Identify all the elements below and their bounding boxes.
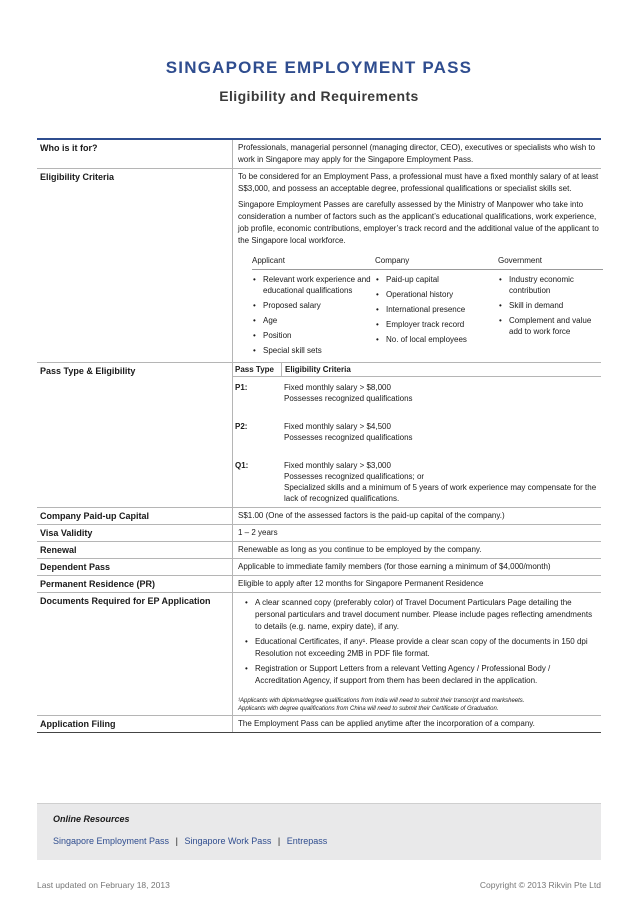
row-value-dependent: Applicable to immediate family members (for those earning a minimum of $4,000/month) bbox=[238, 562, 551, 571]
row-value-who: Professionals, managerial personnel (managing director, CEO), executives or specialists who wish to work in Singapore may apply for the Singapore Employment Pass. bbox=[238, 143, 596, 164]
row-value-documents bbox=[233, 593, 601, 715]
online-resources-title: Online Resources bbox=[53, 814, 130, 824]
row-label-dependent: Dependent Pass bbox=[37, 559, 233, 575]
row-eligibility bbox=[37, 169, 601, 363]
row-filing bbox=[37, 716, 601, 733]
footnote-line: ¹Applicants with diploma/degree qualifications from India will need to submit their transcript and marksheets. bbox=[238, 698, 525, 704]
list-item: • A clear scanned copy (preferably color) of Travel Document Particulars Page detailing the personal particulars and travel document number. Please include pages reflecting amendments to details (e.g. name, expiry date), if any. bbox=[244, 597, 597, 633]
row-visa bbox=[37, 525, 601, 542]
last-updated: Last updated on February 18, 2013 bbox=[37, 880, 170, 890]
list-item: • Educational Certificates, if any¹. Please provide a clear scan copy of the documents in 150 dpi Resolution not exceeding 2MB in PDF file format. bbox=[244, 636, 597, 660]
documents-footnote bbox=[238, 697, 597, 713]
criteria-column-header: Eligibility Criteria bbox=[281, 363, 601, 376]
row-label-visa: Visa Validity bbox=[37, 525, 233, 541]
row-pr bbox=[37, 576, 601, 593]
factor-column-heading: Company bbox=[375, 255, 498, 270]
factor-columns bbox=[238, 255, 603, 360]
online-resources-links bbox=[53, 836, 327, 846]
list-item: • Relevant work experience and educational qualifications bbox=[252, 274, 375, 296]
row-label-who: Who is it for? bbox=[37, 140, 233, 168]
pass-criterion: Possesses recognized qualifications; or bbox=[284, 472, 425, 481]
row-dependent bbox=[37, 559, 601, 576]
footnote-line: Applicants with degree qualifications from China will need to submit their Certificate of Graduation. bbox=[238, 706, 499, 712]
row-pass-type bbox=[37, 363, 601, 508]
pass-row-p1 bbox=[233, 377, 601, 416]
list-item: • No. of local employees bbox=[375, 334, 498, 345]
pass-type-code: P1: bbox=[235, 383, 248, 392]
pass-criterion: Fixed monthly salary > $4,500 bbox=[284, 422, 391, 431]
list-item: • Skill in demand bbox=[498, 300, 603, 311]
row-value-capital: S$1.00 (One of the assessed factors is the paid-up capital of the company.) bbox=[238, 511, 505, 520]
list-item: • International presence bbox=[375, 304, 498, 315]
list-item: • Proposed salary bbox=[252, 300, 375, 311]
pass-type-code: Q1: bbox=[235, 461, 249, 470]
factor-column-company bbox=[375, 255, 498, 360]
row-value-eligibility bbox=[233, 169, 607, 362]
factor-column-heading: Government bbox=[498, 255, 603, 270]
list-item: • Operational history bbox=[375, 289, 498, 300]
row-label-pass-type: Pass Type & Eligibility bbox=[37, 363, 233, 507]
row-renewal bbox=[37, 542, 601, 559]
list-item: • Employer track record bbox=[375, 319, 498, 330]
eligibility-paragraph-1: To be considered for an Employment Pass, a professional must have a fixed monthly salary of at least S$3,000, and possess an acceptable degree, professional qualifications or specialist skills set. bbox=[238, 172, 599, 193]
link-separator: | bbox=[277, 836, 281, 846]
pass-type-column-header: Pass Type bbox=[235, 365, 274, 374]
row-capital bbox=[37, 508, 601, 525]
list-item: • Position bbox=[252, 330, 375, 341]
list-item: • Special skill sets bbox=[252, 345, 375, 356]
list-item: • Paid-up capital bbox=[375, 274, 498, 285]
link-separator: | bbox=[175, 836, 178, 846]
list-item: • Age bbox=[252, 315, 375, 326]
pass-criterion: Fixed monthly salary > $8,000 bbox=[284, 383, 391, 392]
pass-type-table bbox=[233, 363, 601, 507]
eligibility-paragraph-2: Singapore Employment Passes are carefully assessed by the Ministry of Manpower who take into consideration a number of factors such as the applicant’s educational qualifications, work experience, job profile, economic contributions, employer’s track record and the additional value of the applicant to the Singapore local workforce. bbox=[238, 200, 599, 245]
row-label-filing: Application Filing bbox=[37, 716, 233, 732]
pass-criterion: Specialized skills and a minimum of 5 years of work experience may compensate for the lack of recognized qualifications. bbox=[284, 483, 597, 503]
link-work-pass[interactable]: Singapore Work Pass bbox=[184, 836, 272, 846]
row-value-pr: Eligible to apply after 12 months for Singapore Permanent Residence bbox=[238, 579, 484, 588]
pass-row-p2 bbox=[233, 416, 601, 455]
row-who bbox=[37, 140, 601, 169]
row-label-eligibility: Eligibility Criteria bbox=[37, 169, 233, 362]
pass-criterion: Possesses recognized qualifications bbox=[284, 433, 413, 442]
row-value-renewal: Renewable as long as you continue to be employed by the company. bbox=[238, 545, 482, 554]
factor-column-government bbox=[498, 255, 603, 360]
pass-criterion: Fixed monthly salary > $3,000 bbox=[284, 461, 391, 470]
pass-row-q1 bbox=[233, 455, 601, 507]
list-item: • Complement and value add to work force bbox=[498, 315, 603, 337]
factor-column-applicant bbox=[252, 255, 375, 360]
row-label-pr: Permanent Residence (PR) bbox=[37, 576, 233, 592]
online-resources-box bbox=[37, 803, 601, 860]
row-value-visa: 1 – 2 years bbox=[238, 528, 278, 537]
row-value-filing: The Employment Pass can be applied anytime after the incorporation of a company. bbox=[238, 719, 535, 728]
factor-column-heading: Applicant bbox=[252, 255, 375, 270]
page-title: SINGAPORE EMPLOYMENT PASS bbox=[165, 58, 473, 77]
link-employment-pass[interactable]: Singapore Employment Pass bbox=[53, 836, 170, 846]
link-entrepass[interactable]: Entrepass bbox=[286, 836, 328, 846]
list-item: • Registration or Support Letters from a relevant Vetting Agency / Professional Body / Accreditation Agency, if support from them has been declared in the application. bbox=[244, 663, 597, 687]
pass-criterion: Possesses recognized qualifications bbox=[284, 394, 413, 403]
pass-type-code: P2: bbox=[235, 422, 248, 431]
list-item: • Industry economic contribution bbox=[498, 274, 603, 296]
requirements-table bbox=[37, 138, 601, 733]
copyright: Copyright © 2013 Rikvin Pte Ltd bbox=[479, 880, 601, 890]
row-label-renewal: Renewal bbox=[37, 542, 233, 558]
page-subtitle: Eligibility and Requirements bbox=[219, 88, 419, 104]
pass-table-header bbox=[233, 363, 601, 377]
row-documents bbox=[37, 593, 601, 716]
row-label-capital: Company Paid-up Capital bbox=[37, 508, 233, 524]
row-label-documents: Documents Required for EP Application bbox=[37, 593, 233, 715]
